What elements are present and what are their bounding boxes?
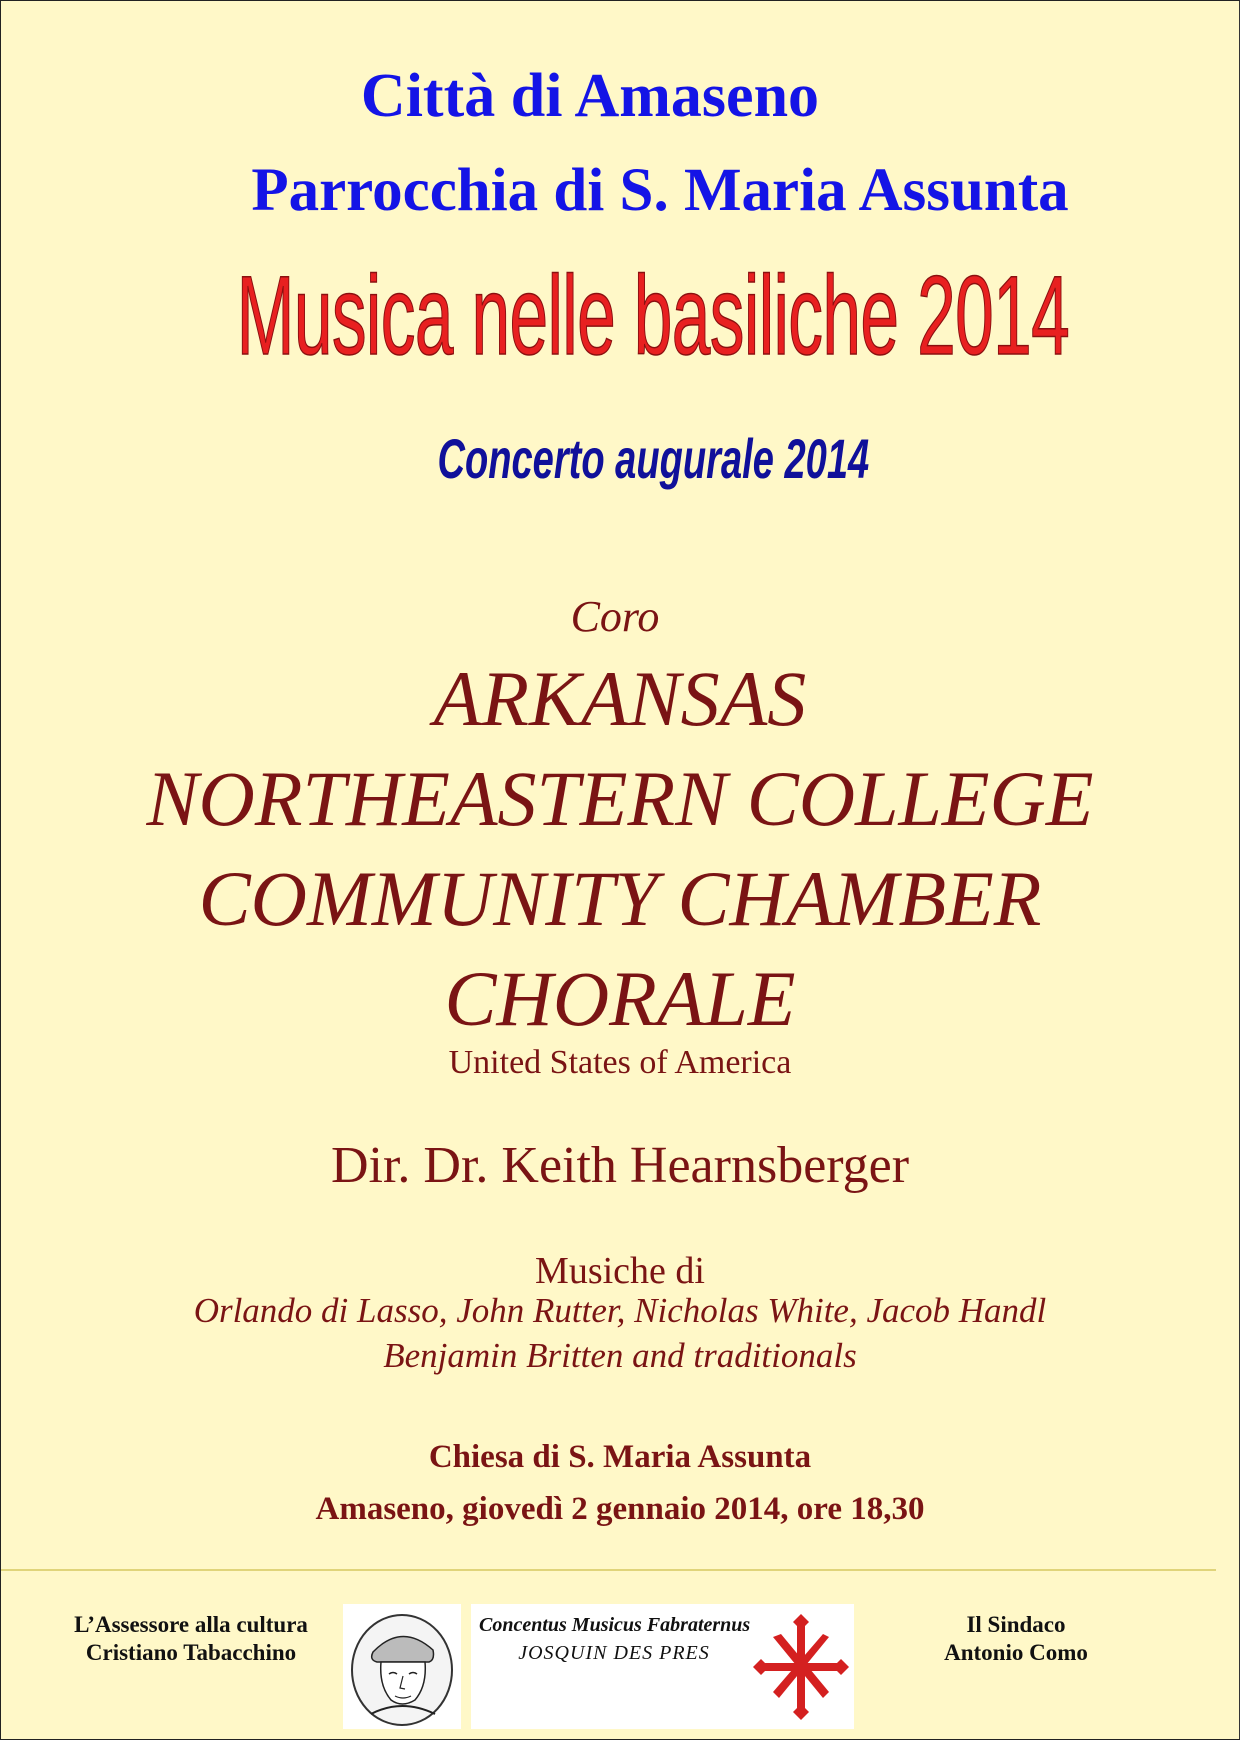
logo-subtitle: JOSQUIN DES PRES [518,1642,710,1664]
footer-divider [1,1569,1216,1571]
choir-name-line: CHORALE [444,955,796,1042]
assessore-name: Cristiano Tabacchino [85,1640,297,1665]
sindaco-signature-block [916,1611,1116,1667]
parish-title: Parrocchia di S. Maria Assunta [251,157,1069,224]
program-title: Musiche di [535,1250,705,1292]
cross-emblem-icon [751,1612,851,1722]
sindaco-role: Il Sindaco [966,1612,1066,1637]
josquin-portrait-icon [343,1604,461,1729]
event-datetime: Amaseno, giovedì 2 gennaio 2014, ore 18,30 [315,1491,925,1527]
assessore-role: L’Assessore alla cultura [74,1612,308,1637]
city-title: Città di Amaseno [360,62,820,130]
choir-name-line: COMMUNITY CHAMBER [198,855,1042,942]
festival-title: Musica nelle basiliche 2014 [236,253,1070,378]
sindaco-name: Antonio Como [944,1640,1088,1665]
choir-label: Coro [570,592,660,641]
event-venue: Chiesa di S. Maria Assunta [428,1439,812,1475]
concentus-logo [471,1604,854,1729]
assessore-signature-block [46,1611,336,1667]
choir-name-line: NORTHEASTERN COLLEGE [146,755,1094,842]
choir-director: Dir. Dr. Keith Hearnsberger [330,1137,910,1194]
concert-subtitle: Concerto augurale 2014 [437,427,870,490]
choir-country: United States of America [448,1044,792,1081]
composers-line: Orlando di Lasso, John Rutter, Nicholas White, Jacob Handl [193,1291,1047,1330]
choir-name-line: ARKANSAS [433,655,807,742]
composers-line: Benjamin Britten and traditionals [383,1336,857,1375]
logo-name: Concentus Musicus Fabraternus [479,1614,751,1636]
